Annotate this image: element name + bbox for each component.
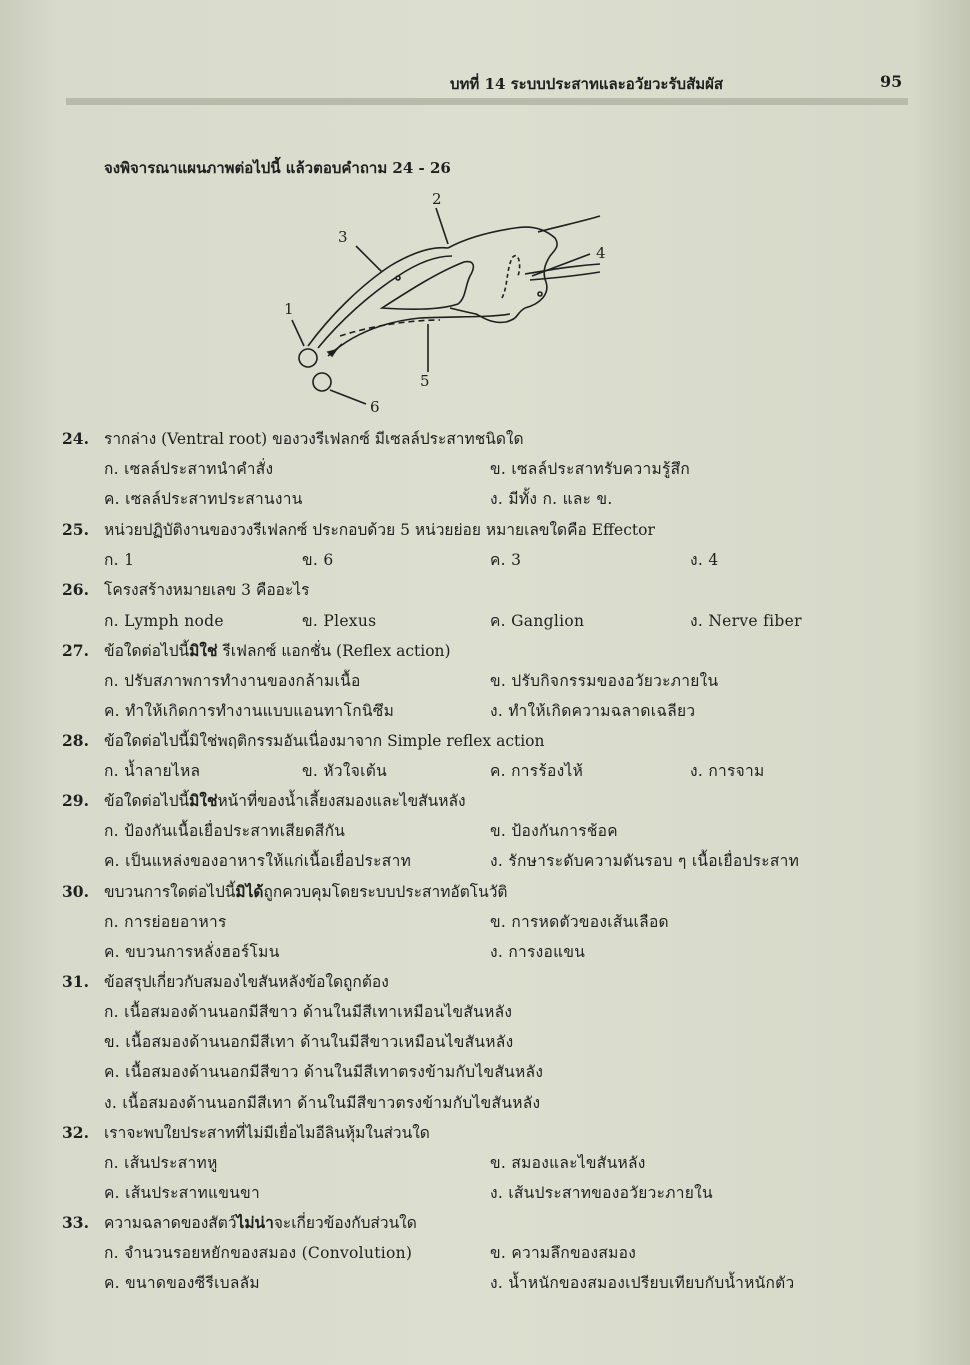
- spinal-cord-top: [538, 216, 600, 232]
- reflex-arc-diagram: [270, 186, 630, 418]
- question-32: [62, 1120, 862, 1146]
- question-29: [62, 788, 862, 814]
- question-text: ข้อสรุปเกี่ยวกับสมองไขสันหลังข้อใดถูกต้อง: [104, 973, 389, 991]
- question-number: 25.: [62, 520, 89, 539]
- page-number: 95: [880, 72, 903, 91]
- question-number: 24.: [62, 429, 89, 448]
- option-b: ข. ความลึกของสมอง: [490, 1244, 637, 1262]
- question-33: [62, 1210, 862, 1236]
- question-number: 30.: [62, 882, 89, 901]
- label-5: 5: [420, 372, 430, 390]
- option-a: ก. 1: [104, 551, 135, 569]
- question-26: [62, 577, 862, 603]
- question-31: [62, 969, 862, 995]
- option-d: ง. การงอแขน: [490, 943, 586, 961]
- interneuron-dashed: [502, 256, 520, 298]
- question-24: [62, 426, 862, 452]
- option-c: ค. เป็นแหล่งของอาหารให้แก่เนื้อเยื่อประสาท: [104, 852, 412, 870]
- receptor-circle: [299, 349, 317, 367]
- question-number: 27.: [62, 641, 89, 660]
- question-text: ข้อใดต่อไปนี้มิใช่พฤติกรรมอันเนื่องมาจาก Simple reflex action: [104, 732, 545, 750]
- question-number: 33.: [62, 1213, 89, 1232]
- question-text: ความฉลาดของสัตว์ไม่น่าจะเกี่ยวข้องกับส่วนใด: [104, 1213, 417, 1232]
- label-6: 6: [370, 398, 380, 416]
- option-b: ข. เนื้อสมองด้านนอกมีสีเทา ด้านในมีสีขาวเหมือนไขสันหลัง: [104, 1033, 514, 1051]
- sensory-fiber-outer: [308, 248, 448, 346]
- question-30: [62, 879, 862, 905]
- effector-circle: [313, 373, 331, 391]
- option-b: ข. เซลล์ประสาทรับความรู้สึก: [490, 460, 691, 478]
- option-d: ง. 4: [690, 551, 719, 569]
- instruction: จงพิจารณาแผนภาพต่อไปนี้ แล้วตอบคำถาม 24 - 26: [104, 159, 451, 177]
- option-d: ง. เส้นประสาทของอวัยวะภายใน: [490, 1184, 713, 1202]
- option-a: ก. เนื้อสมองด้านนอกมีสีขาว ด้านในมีสีเทาเหมือนไขสันหลัง: [104, 1003, 513, 1021]
- option-c: ค. เซลล์ประสาทประสานงาน: [104, 490, 303, 508]
- option-b: ข. 6: [302, 551, 334, 569]
- option-a: ก. ปรับสภาพการทำงานของกล้ามเนื้อ: [104, 672, 361, 690]
- option-b: ข. การหดตัวของเส้นเลือด: [490, 913, 669, 931]
- option-b: ข. สมองและไขสันหลัง: [490, 1154, 646, 1172]
- option-a: ก. Lymph node: [104, 612, 224, 630]
- question-text: ข้อใดต่อไปนี้มิใช่หน้าที่ของน้ำเลี้ยงสมองและไขสันหลัง: [104, 791, 466, 810]
- question-text: รากล่าง (Ventral root) ของวงรีเฟลกซ์ มีเซลล์ประสาทชนิดใด: [104, 430, 524, 448]
- label-4: 4: [596, 244, 606, 262]
- question-number: 31.: [62, 972, 89, 991]
- option-c: ค. เส้นประสาทแขนขา: [104, 1184, 261, 1202]
- option-c: ค. 3: [490, 551, 522, 569]
- option-a: ก. การย่อยอาหาร: [104, 913, 227, 931]
- option-a: ก. จำนวนรอยหยักของสมอง (Convolution): [104, 1244, 413, 1262]
- label-3: 3: [338, 228, 348, 246]
- chapter-title: บทที่ 14 ระบบประสาทและอวัยวะรับสัมผัส: [450, 75, 724, 93]
- option-c: ค. การร้องไห้: [490, 762, 584, 780]
- question-text: ขบวนการใดต่อไปนี้มิได้ถูกควบคุมโดยระบบประสาทอัตโนวัติ: [104, 882, 508, 901]
- question-number: 28.: [62, 731, 89, 750]
- option-b: ข. ปรับกิจกรรมของอวัยวะภายใน: [490, 672, 719, 690]
- question-27: [62, 638, 862, 664]
- question-text: โครงสร้างหมายเลข 3 คืออะไร: [104, 581, 310, 599]
- option-d: ง. น้ำหนักของสมองเปรียบเทียบกับน้ำหนักตัว: [490, 1274, 795, 1292]
- option-c: ค. ทำให้เกิดการทำงานแบบแอนทาโกนิซึม: [104, 702, 395, 720]
- option-d: ง. รักษาระดับความดันรอบ ๆ เนื้อเยื่อประสาท: [490, 852, 800, 870]
- motor-fiber-dashed: [340, 320, 440, 336]
- option-d: ง. เนื้อสมองด้านนอกมีสีเทา ด้านในมีสีขาวตรงข้ามกับไขสันหลัง: [104, 1094, 541, 1112]
- grey-matter: [382, 262, 473, 310]
- question-number: 26.: [62, 580, 89, 599]
- option-d: ง. Nerve fiber: [690, 612, 802, 630]
- label-1: 1: [284, 300, 294, 318]
- label-2: 2: [432, 190, 442, 208]
- question-25: [62, 517, 862, 543]
- option-b: ข. ป้องกันการช้อค: [490, 822, 618, 840]
- root-lines: [525, 264, 600, 274]
- question-text: เราจะพบใยประสาทที่ไม่มีเยื่อไมอีลินหุ้มในส่วนใด: [104, 1124, 430, 1142]
- header-rule: [66, 98, 908, 105]
- question-number: 32.: [62, 1123, 89, 1142]
- option-b: ข. หัวใจเต้น: [302, 762, 387, 780]
- question-text: หน่วยปฏิบัติงานของวงรีเฟลกซ์ ประกอบด้วย 5 หน่วยย่อย หมายเลขใดคือ Effector: [104, 521, 655, 539]
- question-text: ข้อใดต่อไปนี้มิใช่ รีเฟลกซ์ แอกชั่น (Reflex action): [104, 641, 451, 660]
- option-c: ค. ขบวนการหลั่งฮอร์โมน: [104, 943, 280, 961]
- question-number: 29.: [62, 791, 89, 810]
- spinal-cord-outline: [448, 227, 557, 322]
- option-d: ง. การจาม: [690, 762, 765, 780]
- option-a: ก. เซลล์ประสาทนำคำสั่ง: [104, 460, 274, 478]
- option-d: ง. ทำให้เกิดความฉลาดเฉลียว: [490, 702, 696, 720]
- option-c: ค. เนื้อสมองด้านนอกมีสีขาว ด้านในมีสีเทาตรงข้ามกับไขสันหลัง: [104, 1063, 544, 1081]
- option-a: ก. น้ำลายไหล: [104, 762, 201, 780]
- option-d: ง. มีทั้ง ก. และ ข.: [490, 490, 613, 508]
- option-a: ก. ป้องกันเนื้อเยื่อประสาทเสียดสีกัน: [104, 822, 346, 840]
- option-a: ก. เส้นประสาทหู: [104, 1154, 218, 1172]
- option-b: ข. Plexus: [302, 612, 377, 630]
- option-c: ค. Ganglion: [490, 612, 585, 630]
- option-c: ค. ขนาดของซีรีเบลลัม: [104, 1274, 260, 1292]
- question-28: [62, 728, 862, 754]
